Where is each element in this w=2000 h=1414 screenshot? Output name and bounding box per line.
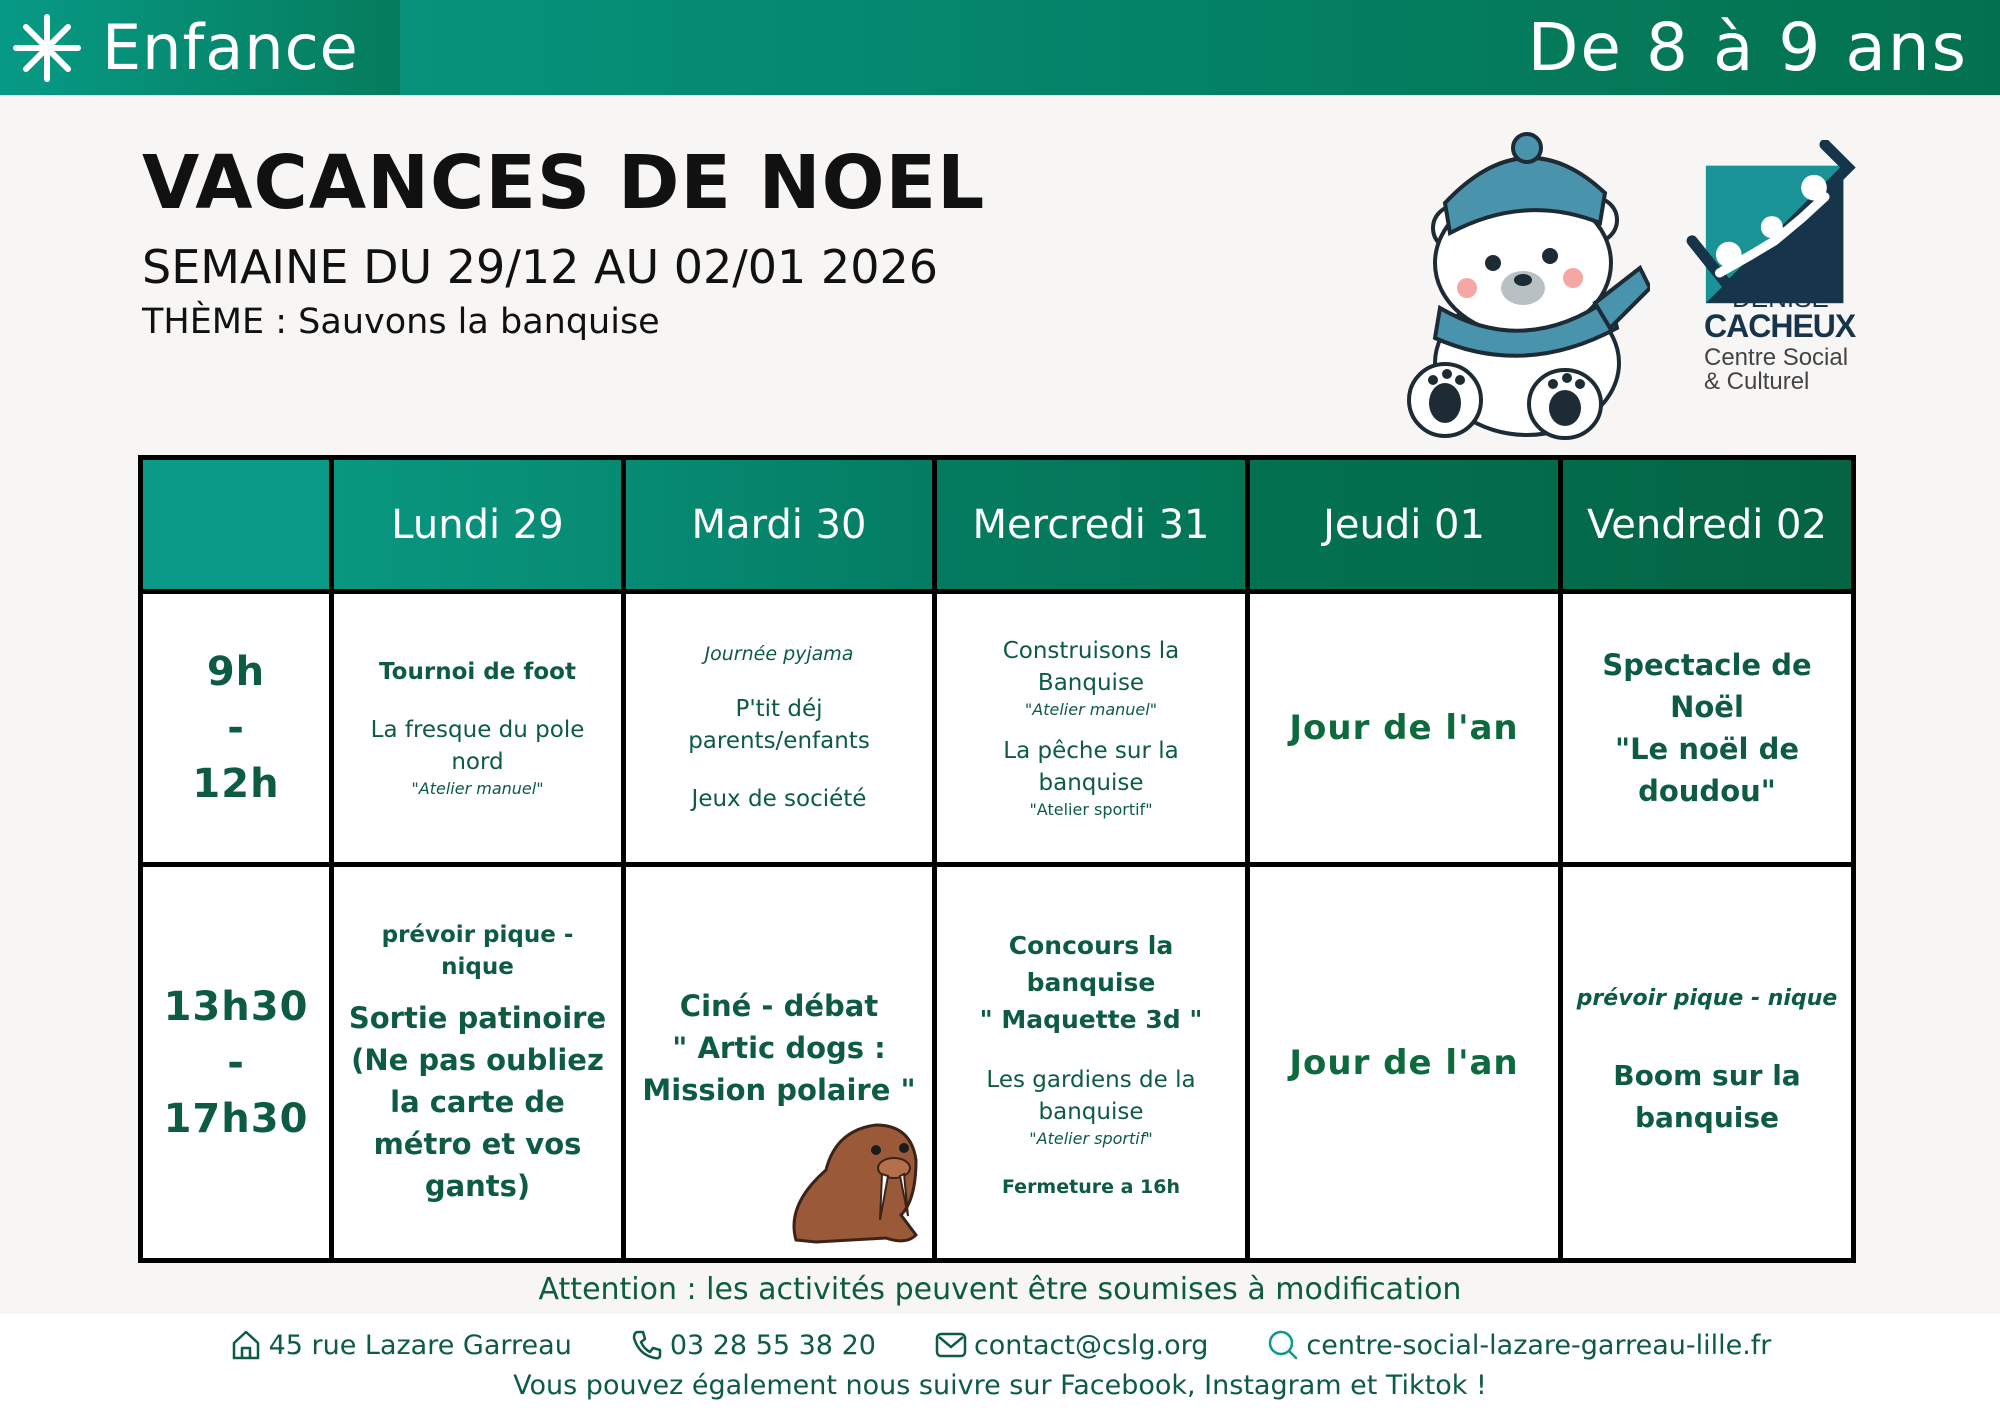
time-slot-morning (143, 594, 329, 862)
holiday-label: Jour de l'an (1289, 1042, 1519, 1083)
logo-line-3: Centre Social (1704, 344, 1849, 371)
address (229, 1328, 572, 1362)
top-banner (0, 0, 2000, 95)
activity-title: Sortie patinoire (348, 1000, 607, 1035)
email-text: contact@cslg.org (973, 1329, 1209, 1361)
activity-mardi-morning (626, 594, 932, 862)
asterisk-star-icon (10, 11, 84, 85)
slot-separator: - (227, 1039, 245, 1086)
slot-start: 9h (206, 649, 266, 695)
activity-title: Jeux de société (691, 786, 867, 812)
phone-text: 03 28 55 38 20 (669, 1329, 876, 1361)
slot-start: 13h30 (163, 983, 309, 1030)
activity-note: prévoir pique - nique (1576, 986, 1838, 1011)
address-text: 45 rue Lazare Garreau (268, 1329, 572, 1361)
activity-type: "Atelier manuel" (1024, 700, 1158, 719)
activity-lundi-afternoon (334, 867, 621, 1258)
activity-title: Concours la (1008, 931, 1174, 960)
slot-separator: - (227, 705, 245, 751)
activity-title: doudou" (1638, 774, 1776, 808)
activity-type: "Atelier sportif" (1029, 800, 1153, 819)
section-tag (0, 0, 400, 95)
activity-title: banquise (1634, 1101, 1780, 1134)
website-text: centre-social-lazare-garreau-lille.fr (1306, 1329, 1772, 1361)
activity-title: La fresque du pole (370, 717, 585, 743)
social-media-note: Vous pouvez également nous suivre sur Facebook, Instagram et Tiktok ! (513, 1370, 1487, 1401)
schedule-table (138, 455, 1856, 1263)
home-icon (229, 1328, 263, 1362)
activity-title: " Maquette 3d " (979, 1005, 1203, 1034)
activity-title: Boom sur la (1613, 1059, 1801, 1092)
activity-title: la carte de (390, 1084, 565, 1119)
holiday-label: Jour de l'an (1289, 708, 1519, 748)
activity-vendredi-morning (1563, 594, 1851, 862)
mail-icon (934, 1328, 968, 1362)
polar-bear-illustration (1405, 128, 1650, 440)
activity-title: " Artic dogs : (672, 1031, 886, 1065)
activity-title: La pêche sur la (1003, 738, 1179, 764)
age-range: De 8 à 9 ans (1527, 9, 1968, 86)
activity-type: "Atelier sportif" (1029, 1129, 1153, 1148)
activity-mardi-afternoon (626, 867, 932, 1258)
activity-type: "Atelier manuel" (411, 779, 544, 798)
activity-title: Construisons la (1002, 638, 1180, 664)
logo-mark-icon (1680, 140, 1860, 305)
activity-title: Mission polaire " (642, 1073, 916, 1107)
logo-line-1: DENISE (1732, 283, 1829, 313)
section-label: Enfance (102, 11, 359, 84)
activity-title: Banquise (1037, 670, 1145, 696)
activity-title: nord (451, 749, 504, 775)
activity-jeudi-afternoon (1250, 867, 1558, 1258)
activity-title: banquise (1026, 968, 1156, 997)
activity-title: Spectacle de (1602, 648, 1812, 682)
day-header-jeudi: Jeudi 01 (1250, 460, 1558, 589)
logo-line-4: & Culturel (1704, 368, 1810, 395)
day-header-vendredi: Vendredi 02 (1563, 460, 1851, 589)
activity-note: prévoir pique - (381, 921, 574, 948)
day-header-mercredi: Mercredi 31 (937, 460, 1245, 589)
email[interactable] (934, 1328, 1208, 1362)
attention-notice: Attention : les activités peuvent être soumises à modification (538, 1272, 1462, 1307)
slot-end: 17h30 (163, 1095, 309, 1142)
time-slot-afternoon (143, 867, 329, 1258)
activity-mercredi-morning (937, 594, 1245, 862)
day-header-mardi: Mardi 30 (626, 460, 932, 589)
activity-title: gants) (424, 1168, 531, 1203)
header-corner (143, 460, 329, 589)
week-range: SEMAINE DU 29/12 AU 02/01 2026 (142, 240, 938, 294)
activity-title: "Le noël de (1614, 732, 1800, 766)
activity-title: métro et vos (373, 1126, 582, 1161)
activity-title: banquise (1038, 1099, 1144, 1125)
slot-end: 12h (192, 761, 280, 807)
activity-title: Les gardiens de la (986, 1067, 1196, 1093)
activity-title: Noël (1670, 690, 1744, 724)
logo-line-2: CACHEUX (1704, 308, 1856, 344)
activity-title: (Ne pas oubliez (351, 1042, 604, 1077)
activity-vendredi-afternoon (1563, 867, 1851, 1258)
day-header-lundi: Lundi 29 (334, 460, 621, 589)
contact-bar (0, 1328, 2000, 1362)
activity-jeudi-morning (1250, 594, 1558, 862)
phone-icon (630, 1328, 664, 1362)
activity-title: Ciné - débat (679, 989, 879, 1023)
activity-title: P'tit déj (735, 696, 823, 722)
activity-mercredi-afternoon (937, 867, 1245, 1258)
activity-note: nique (441, 953, 514, 980)
closing-note: Fermeture a 16h (1001, 1176, 1181, 1198)
page-title: VACANCES DE NOEL (142, 140, 986, 226)
phone[interactable] (630, 1328, 876, 1362)
activity-title: parents/enfants (688, 728, 870, 754)
activity-note: Journée pyjama (704, 643, 854, 665)
activity-title: banquise (1038, 770, 1144, 796)
walrus-illustration (776, 1110, 924, 1250)
activity-lundi-morning (334, 594, 621, 862)
activity-title: Tournoi de foot (379, 659, 576, 685)
denise-cacheux-logo (1680, 140, 1860, 400)
website[interactable] (1266, 1328, 1771, 1362)
search-icon (1266, 1328, 1300, 1362)
theme: THÈME : Sauvons la banquise (142, 302, 660, 342)
